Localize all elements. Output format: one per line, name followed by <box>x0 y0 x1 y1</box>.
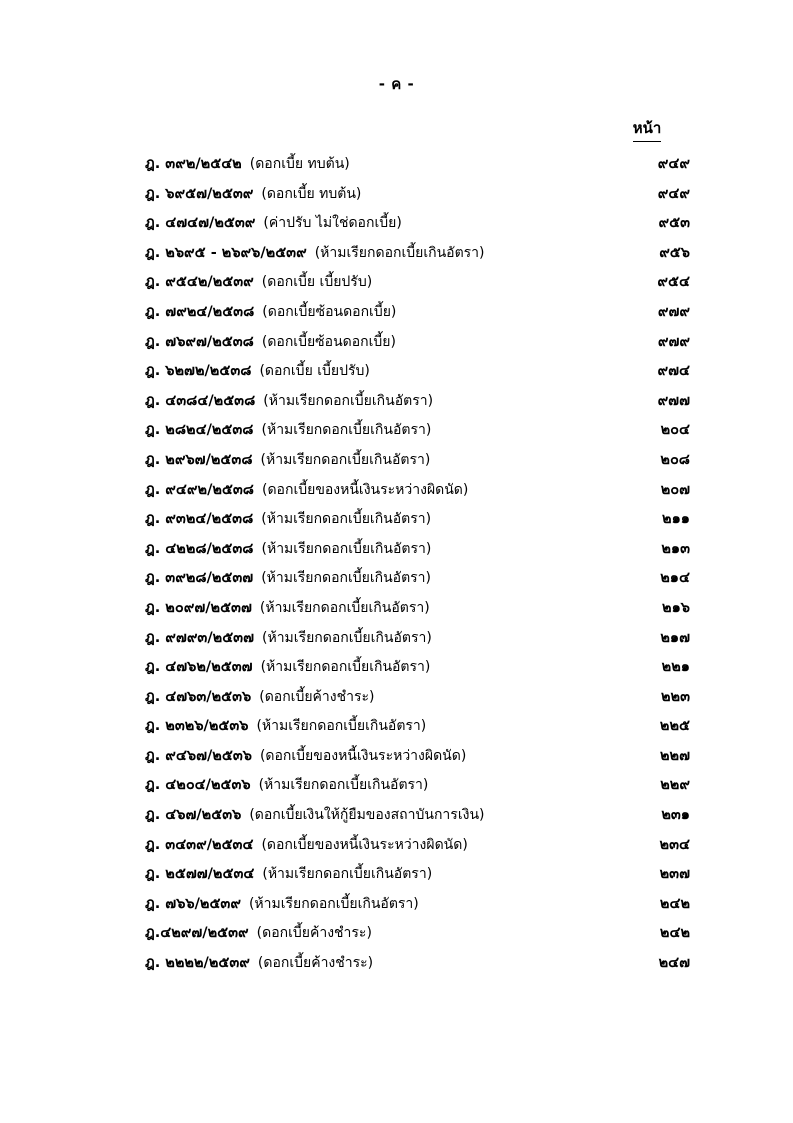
case-topic: (ห้ามเรียกดอกเบี้ยเกินอัตรา) <box>258 777 429 794</box>
case-number: ฎ. ๗๖๙๗/๒๕๓๘ <box>145 333 254 350</box>
index-entry-row <box>0 655 793 685</box>
page-number: ๙๗๙ <box>657 303 690 320</box>
index-entry-list <box>0 152 793 981</box>
index-entry-row <box>0 330 793 360</box>
case-topic: (ห้ามเรียกดอกเบี้ยเกินอัตรา) <box>261 511 432 528</box>
case-topic: (ห้ามเรียกดอกเบี้ยเกินอัตรา) <box>263 392 434 409</box>
index-entry-row <box>0 892 793 922</box>
case-number: ฎ. ๒๓๒๖/๒๕๓๖ <box>145 718 249 735</box>
case-topic: (ดอกเบี้ยซ้อนดอกเบี้ย) <box>261 333 396 350</box>
case-number: ฎ. ๓๙๒/๒๕๔๒ <box>145 156 242 172</box>
index-entry-row <box>0 596 793 626</box>
page-number: ๒๓๗ <box>659 866 690 883</box>
index-entry-row <box>0 448 793 478</box>
index-entry-row <box>0 359 793 389</box>
page-number: ๒๐๔ <box>660 422 690 439</box>
case-number: ฎ. ๙๗๙๓/๒๕๓๗ <box>145 629 254 646</box>
case-topic: (ห้ามเรียกดอกเบี้ยเกินอัตรา) <box>314 244 485 261</box>
page-number: ๙๗๔ <box>657 363 690 380</box>
page-number: ๒๑๑ <box>662 511 690 528</box>
case-topic: (ดอกเบี้ยค้างชำระ) <box>259 688 375 705</box>
case-number: ฎ. ๖๙๕๗/๒๕๓๙ <box>145 185 254 202</box>
case-number: ฎ. ๔๒๒๘/๒๕๓๘ <box>145 540 254 557</box>
page-number: ๙๕๔ <box>657 274 690 291</box>
index-entry-row <box>0 300 793 330</box>
page-number: ๙๗๗ <box>657 392 690 409</box>
index-entry-row <box>0 862 793 892</box>
case-topic: (ห้ามเรียกดอกเบี้ยเกินอัตรา) <box>259 599 430 616</box>
index-entry-row <box>0 478 793 508</box>
page-number: ๒๑๔ <box>660 570 690 587</box>
case-number: ฎ. ๔๖๗/๒๕๓๖ <box>145 807 242 824</box>
case-number: ฎ. ๗๙๒๔/๒๕๓๘ <box>145 303 255 320</box>
page-number: ๒๐๗ <box>660 481 690 498</box>
page-number: ๒๒๙ <box>660 777 690 794</box>
page-number-column-header-text: หน้า <box>633 116 662 142</box>
page-number: ๒๑๓ <box>661 540 690 557</box>
index-entry-row <box>0 803 793 833</box>
case-topic: (ดอกเบี้ยซ้อนดอกเบี้ย) <box>262 303 397 320</box>
case-number: ฎ. ๙๔๖๗/๒๕๓๖ <box>145 747 252 764</box>
index-entry-row <box>0 951 793 981</box>
index-entry-row <box>0 507 793 537</box>
index-entry-row <box>0 241 793 271</box>
case-number: ฎ. ๔๗๖๓/๒๕๓๖ <box>145 688 252 705</box>
case-number: ฎ. ๖๒๗๒/๒๕๓๘ <box>145 363 252 380</box>
page-number: ๙๔๙ <box>657 185 690 202</box>
case-topic: (ห้ามเรียกดอกเบี้ยเกินอัตรา) <box>260 451 431 468</box>
case-number: ฎ. ๙๔๙๒/๒๕๓๘ <box>145 481 254 498</box>
case-number: ฎ. ๓๔๓๙/๒๕๓๔ <box>145 836 254 853</box>
page-number: ๒๔๗ <box>658 955 690 972</box>
page-number-column-header <box>604 116 690 142</box>
case-number: ฎ. ๒๐๙๗/๒๕๓๗ <box>145 599 252 616</box>
page-number: ๒๓๑ <box>661 807 690 824</box>
index-entry-row <box>0 921 793 951</box>
page-number: ๙๕๖ <box>659 244 690 261</box>
index-entry-row <box>0 537 793 567</box>
case-number: ฎ. ๔๗๔๗/๒๕๓๙ <box>145 215 256 232</box>
index-entry-row <box>0 152 793 182</box>
case-topic: (ดอกเบี้ยของหนี้เงินระหว่างผิดนัด) <box>261 836 468 853</box>
case-number: ฎ. ๔๒๐๔/๒๕๓๖ <box>145 777 251 794</box>
case-number: ฎ. ๗๖๖/๒๕๓๙ <box>145 895 241 912</box>
index-entry-row <box>0 182 793 212</box>
case-number: ฎ. ๓๙๒๘/๒๕๓๗ <box>145 570 254 587</box>
case-topic: (ห้ามเรียกดอกเบี้ยเกินอัตรา) <box>262 629 432 646</box>
case-topic: (ดอกเบี้ย ทบต้น) <box>261 185 362 202</box>
page-number: ๒๔๒ <box>659 925 690 942</box>
index-entry-row <box>0 418 793 448</box>
page-number: ๒๑๖ <box>662 599 690 616</box>
page-number: ๒๒๑ <box>661 659 690 676</box>
case-topic: (ดอกเบี้ยค้างชำระ) <box>256 925 372 942</box>
case-topic: (ดอกเบี้ยเงินให้กู้ยืมของสถาบันการเงิน) <box>249 807 485 824</box>
index-entry-row <box>0 211 793 241</box>
index-entry-row <box>0 714 793 744</box>
case-topic: (ดอกเบี้ยค้างชำระ) <box>257 955 374 972</box>
index-entry-row <box>0 744 793 774</box>
index-entry-row <box>0 389 793 419</box>
index-entry-row <box>0 833 793 863</box>
page-number: ๒๑๗ <box>660 629 690 646</box>
case-number: ฎ. ๒๙๖๗/๒๕๓๘ <box>145 451 253 468</box>
case-topic: (ดอกเบี้ยของหนี้เงินระหว่างผิดนัด) <box>262 481 469 498</box>
case-topic: (ห้ามเรียกดอกเบี้ยเกินอัตรา) <box>261 422 432 439</box>
case-topic: (ห้ามเรียกดอกเบี้ยเกินอัตรา) <box>261 570 432 587</box>
case-topic: (ดอกเบี้ยของหนี้เงินระหว่างผิดนัด) <box>259 747 467 764</box>
index-entry-row <box>0 626 793 656</box>
index-entry-row <box>0 270 793 300</box>
page-number: ๙๗๙ <box>657 333 690 350</box>
case-topic: (ดอกเบี้ย เบี้ยปรับ) <box>261 274 373 291</box>
page-number: ๒๒๕ <box>659 718 690 735</box>
index-entry-row <box>0 566 793 596</box>
case-number: ฎ. ๔๗๖๒/๒๕๓๗ <box>145 659 253 676</box>
case-topic: (ดอกเบี้ย เบี้ยปรับ) <box>259 363 370 380</box>
page-number: ๒๒๗ <box>659 747 690 764</box>
case-number: ฎ. ๔๓๘๔/๒๕๓๘ <box>145 392 256 409</box>
case-number: ฎ. ๒๘๒๔/๒๕๓๘ <box>145 422 254 439</box>
case-topic: (ดอกเบี้ย ทบต้น) <box>249 156 350 172</box>
case-topic: (ค่าปรับ ไม่ใช่ดอกเบี้ย) <box>263 215 402 232</box>
case-topic: (ห้ามเรียกดอกเบี้ยเกินอัตรา) <box>248 895 419 912</box>
page-number: ๒๓๔ <box>659 836 690 853</box>
page-number: ๒๒๓ <box>660 688 690 705</box>
index-entry-row <box>0 685 793 715</box>
case-topic: (ห้ามเรียกดอกเบี้ยเกินอัตรา) <box>260 659 431 676</box>
case-number: ฎ. ๒๖๙๕ - ๒๖๙๖/๒๕๓๙ <box>145 244 307 261</box>
case-number: ฎ. ๙๕๔๒/๒๕๓๙ <box>145 274 254 291</box>
page-folio-label: - ค - <box>378 75 415 93</box>
case-topic: (ห้ามเรียกดอกเบี้ยเกินอัตรา) <box>262 866 433 883</box>
case-number: ฎ. ๒๕๗๗/๒๕๓๔ <box>145 866 255 883</box>
page-number: ๙๔๙ <box>657 156 690 172</box>
page-number: ๒๔๒ <box>659 895 690 912</box>
case-number: ฎ.๔๒๙๗/๒๕๓๙ <box>145 925 249 942</box>
page-number: ๙๕๓ <box>658 215 690 232</box>
case-number: ฎ. ๙๓๒๔/๒๕๓๘ <box>145 511 254 528</box>
case-topic: (ห้ามเรียกดอกเบี้ยเกินอัตรา) <box>256 718 427 735</box>
index-entry-row <box>0 773 793 803</box>
case-topic: (ห้ามเรียกดอกเบี้ยเกินอัตรา) <box>261 540 432 557</box>
page-number: ๒๐๘ <box>660 451 690 468</box>
case-number: ฎ. ๒๒๒๒/๒๕๓๙ <box>145 955 250 972</box>
